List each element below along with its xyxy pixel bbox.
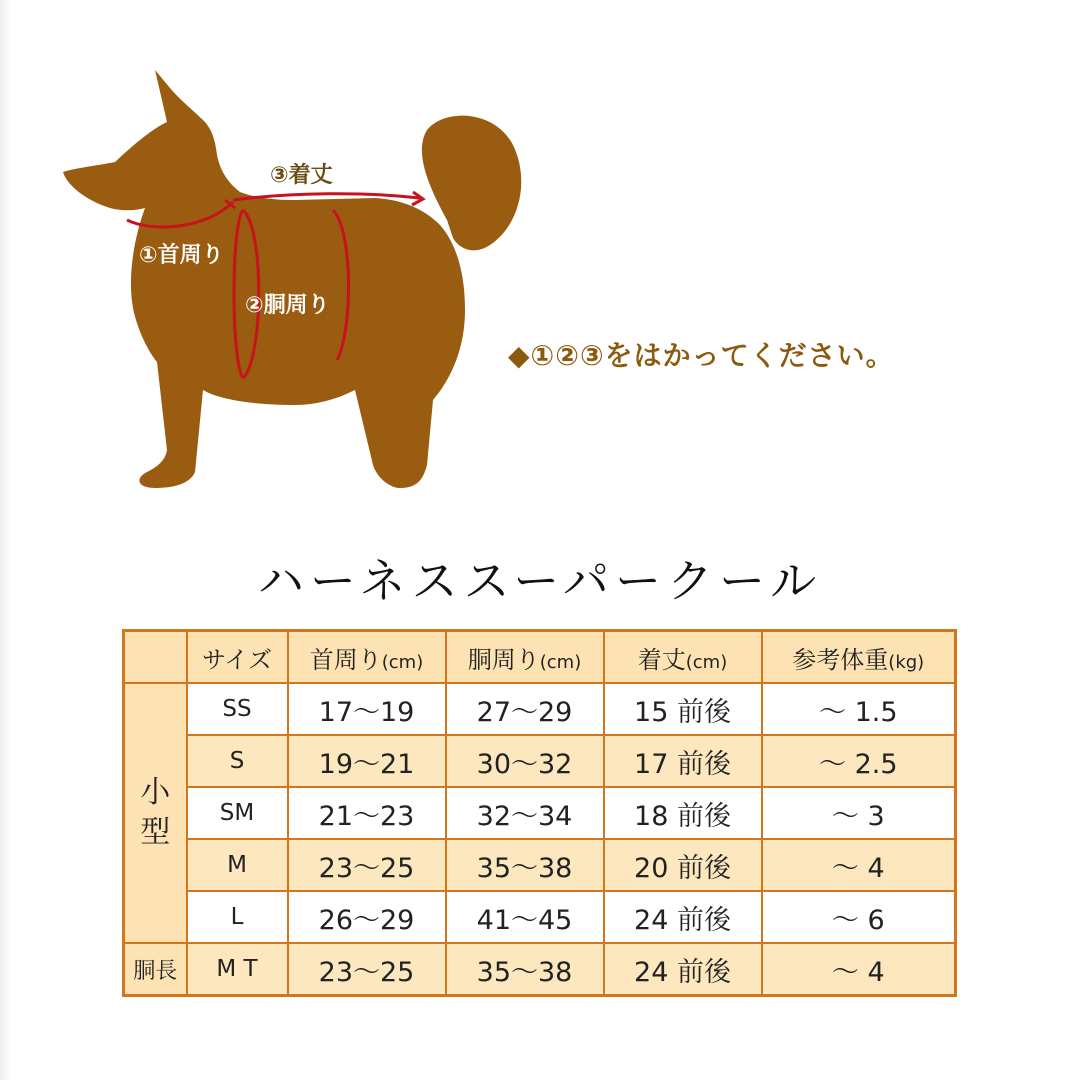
cell-weight: 〜 2.5 bbox=[762, 735, 956, 787]
length-label: ③着丈 bbox=[270, 163, 333, 188]
cell-size: S bbox=[187, 735, 288, 787]
page-edge-shadow bbox=[0, 0, 12, 1080]
cell-weight: 〜 3 bbox=[762, 787, 956, 839]
dog-silhouette-icon bbox=[55, 60, 535, 500]
cell-size: SS bbox=[187, 683, 288, 735]
cell-weight: 〜 4 bbox=[762, 943, 956, 996]
category-long-body: 胴長 bbox=[124, 943, 187, 996]
table-row bbox=[124, 891, 956, 943]
table-row bbox=[124, 839, 956, 891]
measure-instruction: ◆①②③をはかってください。 bbox=[508, 339, 895, 372]
header-length: 着丈(cm) bbox=[604, 631, 762, 684]
cell-chest: 35〜38 bbox=[446, 839, 604, 891]
cell-length: 18 前後 bbox=[604, 787, 762, 839]
neck-label: ①首周り bbox=[139, 243, 224, 268]
table-header-row bbox=[124, 631, 956, 684]
table-row bbox=[124, 683, 956, 735]
cell-size: L bbox=[187, 891, 288, 943]
cell-length: 15 前後 bbox=[604, 683, 762, 735]
cell-weight: 〜 6 bbox=[762, 891, 956, 943]
header-size: サイズ bbox=[187, 631, 288, 684]
dog-measurement-diagram bbox=[55, 60, 535, 500]
size-chart-table bbox=[122, 629, 957, 997]
cell-size: SM bbox=[187, 787, 288, 839]
header-chest: 胴周り(cm) bbox=[446, 631, 604, 684]
chest-label: ②胴周り bbox=[245, 293, 330, 318]
category-small: 小 型 bbox=[124, 683, 187, 943]
table-row bbox=[124, 787, 956, 839]
cell-size: M bbox=[187, 839, 288, 891]
cell-length: 24 前後 bbox=[604, 943, 762, 996]
table-row bbox=[124, 735, 956, 787]
page-title: ハーネススーパークール bbox=[257, 554, 823, 608]
cell-neck: 21〜23 bbox=[288, 787, 446, 839]
table-row bbox=[124, 943, 956, 996]
cell-chest: 41〜45 bbox=[446, 891, 604, 943]
cell-size: M T bbox=[187, 943, 288, 996]
cell-chest: 27〜29 bbox=[446, 683, 604, 735]
header-neck: 首周り(cm) bbox=[288, 631, 446, 684]
cell-length: 24 前後 bbox=[604, 891, 762, 943]
header-weight: 参考体重(kg) bbox=[762, 631, 956, 684]
header-blank bbox=[124, 631, 187, 684]
cell-chest: 30〜32 bbox=[446, 735, 604, 787]
cell-weight: 〜 4 bbox=[762, 839, 956, 891]
cell-neck: 19〜21 bbox=[288, 735, 446, 787]
cell-neck: 23〜25 bbox=[288, 943, 446, 996]
cell-length: 20 前後 bbox=[604, 839, 762, 891]
cell-neck: 26〜29 bbox=[288, 891, 446, 943]
cell-neck: 23〜25 bbox=[288, 839, 446, 891]
cell-length: 17 前後 bbox=[604, 735, 762, 787]
cell-chest: 35〜38 bbox=[446, 943, 604, 996]
cell-neck: 17〜19 bbox=[288, 683, 446, 735]
cell-weight: 〜 1.5 bbox=[762, 683, 956, 735]
cell-chest: 32〜34 bbox=[446, 787, 604, 839]
